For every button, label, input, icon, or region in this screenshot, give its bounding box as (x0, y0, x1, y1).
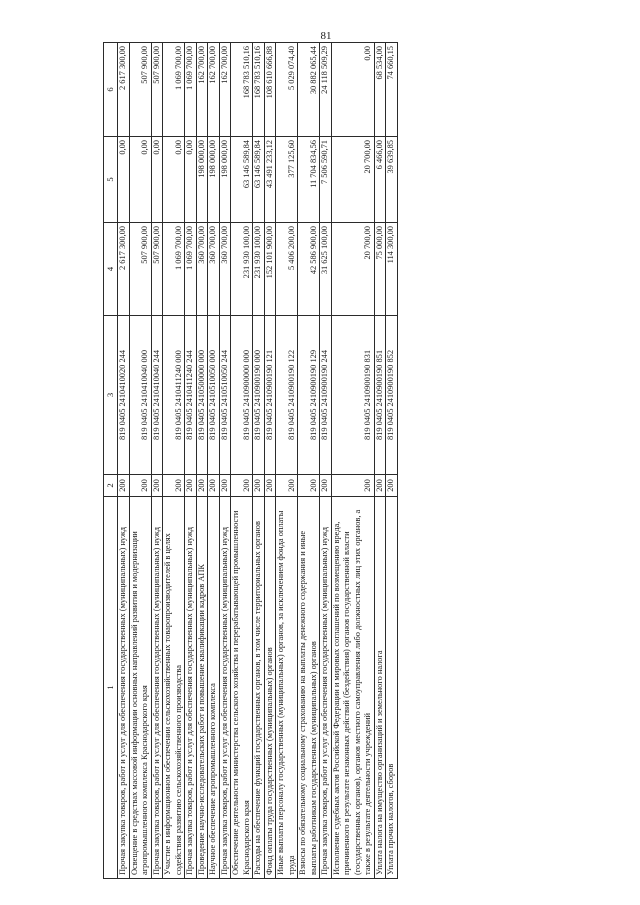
row-amount-cell: 152 101 900,00 (264, 223, 276, 316)
table-row (320, 43, 332, 879)
row-code-cell: 200 (196, 475, 208, 497)
table-row (276, 43, 298, 879)
row-name-cell: Исполнение судебных актов Российской Федерации и мировых соглашений по возмещению вреда, причиненного в результате незаконных действий (бездействия) органов государственной власти (государственных органов), органов местного самоуправления либо должностных лиц этих органов, а также в результате деятельности учреждений (331, 497, 374, 879)
table-row (374, 43, 386, 879)
row-amount-cell: 31 625 100,00 (320, 223, 332, 316)
table-row (196, 43, 208, 879)
row-code-cell: 200 (253, 475, 265, 497)
row-name-cell: Иные выплаты персоналу государственных (муниципальных) органов, за исключением фонда оплаты труда (276, 497, 298, 879)
header-cell: 6 (104, 43, 118, 137)
row-amount-cell: 30 882 065,44 (298, 43, 320, 137)
row-amount-cell: 74 660,15 (386, 43, 398, 137)
row-code-cell: 200 (264, 475, 276, 497)
row-kbk-cell: 819 0405 2410900190 244 (320, 316, 332, 475)
row-kbk-cell: 819 0405 2410900190 121 (264, 316, 276, 475)
row-code-cell: 200 (185, 475, 197, 497)
row-amount-cell: 0,00 (118, 137, 130, 223)
row-code-cell: 200 (386, 475, 398, 497)
row-code-cell: 200 (298, 475, 320, 497)
row-amount-cell: 1 069 700,00 (163, 43, 185, 137)
table-row (163, 43, 185, 879)
row-amount-cell: 0,00 (185, 137, 197, 223)
table-row (264, 43, 276, 879)
row-name-cell: Прочая закупка товаров, работ и услуг для обеспечения государственных (муниципальных) нужд (219, 497, 231, 879)
header-cell: 4 (104, 223, 118, 316)
row-amount-cell: 507 900,00 (129, 43, 151, 137)
row-kbk-cell: 819 0405 2410900190 831 (331, 316, 374, 475)
row-kbk-cell: 819 0405 2410900190 851 (374, 316, 386, 475)
row-code-cell: 200 (276, 475, 298, 497)
row-kbk-cell: 819 0405 2410510050 000 (208, 316, 220, 475)
row-code-cell: 200 (331, 475, 374, 497)
budget-table (103, 42, 398, 879)
row-name-cell: Обеспечение деятельности министерства сельского хозяйства и перерабатывающей промышленности Краснодарского края (231, 497, 253, 879)
page-number: 81 (320, 30, 332, 42)
row-code-cell: 200 (320, 475, 332, 497)
row-amount-cell: 63 146 589,84 (231, 137, 253, 223)
row-kbk-cell: 819 0405 2410410020 244 (118, 316, 130, 475)
row-amount-cell: 507 900,00 (151, 223, 163, 316)
row-kbk-cell: 819 0405 2410500000 000 (196, 316, 208, 475)
row-amount-cell: 1 069 700,00 (163, 223, 185, 316)
row-amount-cell: 63 146 589,84 (253, 137, 265, 223)
row-amount-cell: 39 639,85 (386, 137, 398, 223)
table-row (151, 43, 163, 879)
row-amount-cell: 75 000,00 (374, 223, 386, 316)
row-amount-cell: 114 300,00 (386, 223, 398, 316)
table-row (298, 43, 320, 879)
row-amount-cell: 198 000,00 (196, 137, 208, 223)
row-amount-cell: 507 900,00 (129, 223, 151, 316)
row-amount-cell: 2 617 300,00 (118, 43, 130, 137)
header-cell: 5 (104, 137, 118, 223)
row-amount-cell: 7 506 590,71 (320, 137, 332, 223)
row-amount-cell: 43 491 233,12 (264, 137, 276, 223)
row-amount-cell: 108 610 666,88 (264, 43, 276, 137)
row-amount-cell: 42 586 900,00 (298, 223, 320, 316)
row-name-cell: Научное обеспечение агропромышленного комплекса (208, 497, 220, 879)
row-amount-cell: 0,00 (163, 137, 185, 223)
row-amount-cell: 360 700,00 (196, 223, 208, 316)
row-amount-cell: 168 783 510,16 (231, 43, 253, 137)
row-code-cell: 200 (374, 475, 386, 497)
row-amount-cell: 0,00 (151, 137, 163, 223)
table-row (231, 43, 253, 879)
row-name-cell: Прочая закупка товаров, работ и услуг для обеспечения государственных (муниципальных) нужд (320, 497, 332, 879)
row-amount-cell: 198 000,00 (219, 137, 231, 223)
row-kbk-cell: 819 0405 2410900190 852 (386, 316, 398, 475)
row-amount-cell: 0,00 (331, 43, 374, 137)
row-kbk-cell: 819 0405 2410411240 244 (185, 316, 197, 475)
row-amount-cell: 377 125,60 (276, 137, 298, 223)
row-code-cell: 200 (129, 475, 151, 497)
row-name-cell: Взносы по обязательному социальному страхованию на выплаты денежного содержания и иные выплаты работникам государственных (муниципальных) органов (298, 497, 320, 879)
row-amount-cell: 11 704 834,56 (298, 137, 320, 223)
row-amount-cell: 360 700,00 (208, 223, 220, 316)
row-amount-cell: 168 783 510,16 (253, 43, 265, 137)
row-amount-cell: 5 406 200,00 (276, 223, 298, 316)
row-amount-cell: 2 617 300,00 (118, 223, 130, 316)
table-row (118, 43, 130, 879)
row-kbk-cell: 819 0405 2410900190 129 (298, 316, 320, 475)
row-code-cell: 200 (208, 475, 220, 497)
table-row (386, 43, 398, 879)
row-name-cell: Фонд оплаты труда государственных (муниципальных) органов (264, 497, 276, 879)
row-amount-cell: 162 700,00 (219, 43, 231, 137)
row-kbk-cell: 819 0405 2410510050 244 (219, 316, 231, 475)
row-amount-cell: 231 930 100,00 (253, 223, 265, 316)
row-name-cell: Прочая закупка товаров, работ и услуг для обеспечения государственных (муниципальных) нужд (185, 497, 197, 879)
row-code-cell: 200 (231, 475, 253, 497)
row-code-cell: 200 (151, 475, 163, 497)
row-code-cell: 200 (163, 475, 185, 497)
row-name-cell: Расходы на обеспечение функций государственных органов, в том числе территориальных органов (253, 497, 265, 879)
row-kbk-cell: 819 0405 2410900000 000 (231, 316, 253, 475)
row-name-cell: Прочая закупка товаров, работ и услуг для обеспечения государственных (муниципальных) нужд (118, 497, 130, 879)
table-row (331, 43, 374, 879)
row-code-cell: 200 (219, 475, 231, 497)
row-amount-cell: 507 900,00 (151, 43, 163, 137)
table-row (253, 43, 265, 879)
row-kbk-cell: 819 0405 2410900190 122 (276, 316, 298, 475)
row-amount-cell: 20 700,00 (331, 223, 374, 316)
row-kbk-cell: 819 0405 2410411240 000 (163, 316, 185, 475)
row-kbk-cell: 819 0405 2410410040 000 (129, 316, 151, 475)
row-amount-cell: 1 069 700,00 (185, 43, 197, 137)
row-amount-cell: 6 466,00 (374, 137, 386, 223)
row-name-cell: Уплата налога на имущество организаций и земельного налога (374, 497, 386, 879)
row-code-cell: 200 (118, 475, 130, 497)
row-amount-cell: 162 700,00 (208, 43, 220, 137)
row-name-cell: Участие в информационном обеспечении сельскохозяйственных товаропроизводителей в целях содействия развитию сельскохозяйственного производства (163, 497, 185, 879)
header-cell: 2 (104, 475, 118, 497)
row-amount-cell: 1 069 700,00 (185, 223, 197, 316)
table-row (129, 43, 151, 879)
row-name-cell: Проведение научно-исследовательских работ и повышение квалификации кадров АПК (196, 497, 208, 879)
table-row (185, 43, 197, 879)
row-name-cell: Прочая закупка товаров, работ и услуг для обеспечения государственных (муниципальных) нужд (151, 497, 163, 879)
row-amount-cell: 360 700,00 (219, 223, 231, 316)
rotated-table-area (103, 43, 589, 879)
header-cell: 3 (104, 316, 118, 475)
row-amount-cell: 5 029 074,40 (276, 43, 298, 137)
row-amount-cell: 24 118 509,29 (320, 43, 332, 137)
header-row (104, 43, 118, 879)
row-name-cell: Уплата прочих налогов, сборов (386, 497, 398, 879)
row-kbk-cell: 819 0405 2410900190 000 (253, 316, 265, 475)
header-cell: 1 (104, 497, 118, 879)
row-amount-cell: 231 930 100,00 (231, 223, 253, 316)
table-row (208, 43, 220, 879)
row-kbk-cell: 819 0405 2410410040 244 (151, 316, 163, 475)
row-amount-cell: 68 534,00 (374, 43, 386, 137)
table-row (219, 43, 231, 879)
row-amount-cell: 162 700,00 (196, 43, 208, 137)
row-name-cell: Освещение в средствах массовой информации основных направлений развития и модернизации агропромышленного комплекса Краснодарского края (129, 497, 151, 879)
row-amount-cell: 0,00 (129, 137, 151, 223)
rotated-table (103, 43, 589, 879)
row-amount-cell: 20 700,00 (331, 137, 374, 223)
row-amount-cell: 198 000,00 (208, 137, 220, 223)
